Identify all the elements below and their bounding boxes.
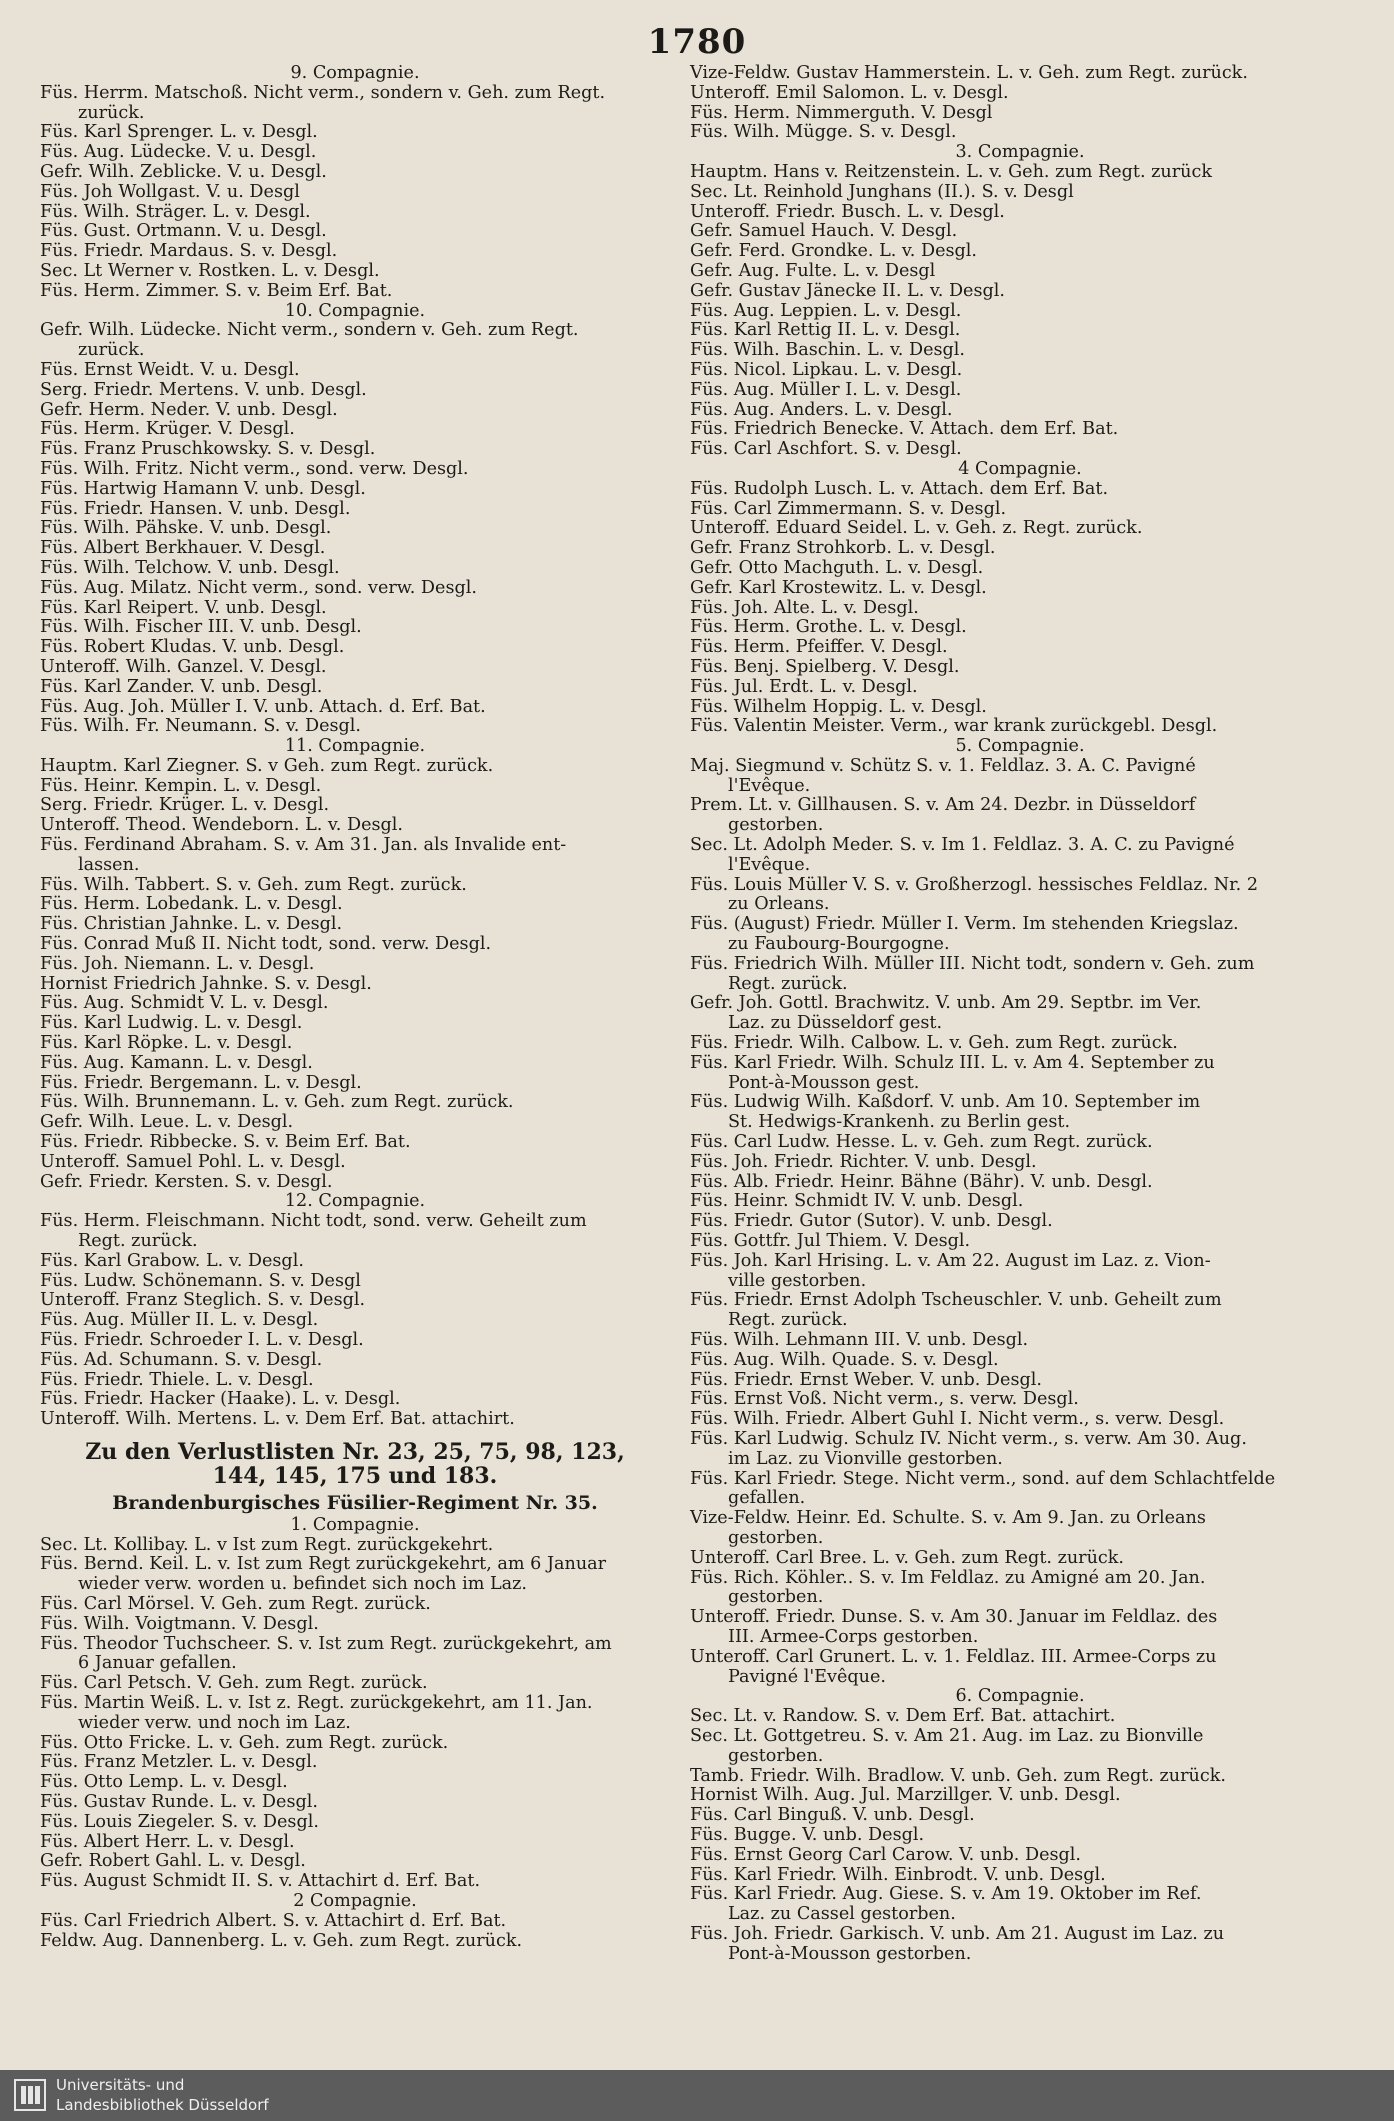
list-entry: Gefr. Samuel Hauch. V. Desgl.: [690, 221, 958, 242]
section-heading: 11. Compagnie.: [284, 736, 426, 757]
list-entry: Füs. Wilh. Fritz. Nicht verm., sond. verw. Desgl.: [40, 458, 469, 479]
list-entry: Füs. Albert Herr. L. v. Desgl.: [40, 1831, 295, 1852]
list-entry: Füs. Aug. Leppien. L. v. Desgl.: [690, 300, 962, 321]
list-entry: Füs. Valentin Meister. Verm., war krank zurückgebl. Desgl.: [690, 716, 1218, 737]
list-entry: Unteroff. Carl Bree. L. v. Geh. zum Regt. zurück.: [690, 1547, 1125, 1568]
list-entry: Füs. Carl Ludw. Hesse. L. v. Geh. zum Regt. zurück.: [690, 1132, 1153, 1153]
list-entry: Füs. Aug. Lüdecke. V. u. Desgl.: [40, 142, 317, 163]
list-entry: Füs. Wilh. Voigtmann. V. Desgl.: [40, 1613, 319, 1634]
list-entry: Gefr. Wilh. Zeblicke. V. u. Desgl.: [40, 161, 327, 182]
list-entry: Regt. zurück.: [728, 1310, 848, 1331]
list-entry: Füs. Ludw. Schönemann. S. v. Desgl: [40, 1270, 361, 1291]
list-entry: Füs. Carl Friedrich Albert. S. v. Attachirt d. Erf. Bat.: [40, 1910, 507, 1931]
list-entry: Füs. Friedr. Thiele. L. v. Desgl.: [40, 1369, 314, 1390]
list-entry: Füs. Joh. Alte. L. v. Desgl.: [690, 597, 919, 618]
list-entry: Füs. Otto Fricke. L. v. Geh. zum Regt. zurück.: [40, 1732, 449, 1753]
list-entry: Füs. Friedr. Bergemann. L. v. Desgl.: [40, 1072, 362, 1093]
list-entry: Füs. Jul. Erdt. L. v. Desgl.: [690, 676, 918, 697]
list-entry: Füs. Wilh. Lehmann III. V. unb. Desgl.: [690, 1330, 1029, 1350]
list-entry: zurück.: [78, 102, 145, 123]
list-entry: l'Evêque.: [728, 775, 811, 796]
list-entry: Füs. Karl Ludwig. Schulz IV. Nicht verm., s. verw. Am 30. Aug.: [690, 1428, 1247, 1449]
library-logo-icon: [14, 2079, 46, 2111]
list-entry: Sec. Lt. v. Randow. S. v. Dem Erf. Bat. attachirt.: [690, 1706, 1116, 1727]
list-entry: Sec. Lt. Gottgetreu. S. v. Am 21. Aug. im Laz. zu Bionville: [690, 1725, 1204, 1746]
list-entry: ville gestorben.: [728, 1270, 867, 1291]
list-entry: Füs. Karl Sprenger. L. v. Desgl.: [40, 122, 318, 143]
list-entry: Füs. Aug. Anders. L. v. Desgl.: [690, 399, 953, 420]
list-entry: Laz. zu Cassel gestorben.: [728, 1904, 956, 1925]
list-entry: Füs. Aug. Müller I. L. v. Desgl.: [690, 379, 962, 400]
list-entry: Füs. Joh Wollgast. V. u. Desgl: [40, 181, 300, 202]
list-entry: Unteroff. Wilh. Mertens. L. v. Dem Erf. Bat. attachirt.: [40, 1409, 515, 1430]
list-entry: Füs. Ludwig Wilh. Kaßdorf. V. unb. Am 10. September im: [690, 1092, 1201, 1113]
list-entry: Füs. Karl Zander. V. unb. Desgl.: [40, 676, 323, 697]
list-entry: Füs. Herm. Fleischmann. Nicht todt, sond. verw. Geheilt zum: [40, 1211, 587, 1232]
library-footer: [0, 2070, 1394, 2121]
list-entry: Füs. Karl Friedr. Stege. Nicht verm., sond. auf dem Schlachtfelde: [690, 1468, 1276, 1489]
section-heading: 1. Compagnie.: [290, 1514, 420, 1535]
list-entry: Gefr. Ferd. Grondke. L. v. Desgl.: [690, 241, 977, 262]
list-entry: Füs. Bugge. V. unb. Desgl.: [690, 1824, 925, 1845]
list-entry: Füs. Aug. Schmidt V. L. v. Desgl.: [40, 993, 329, 1014]
list-entry: Füs. Friedr. Hansen. V. unb. Desgl.: [40, 498, 351, 519]
list-entry: Laz. zu Düsseldorf gest.: [728, 1013, 943, 1034]
list-entry: Füs. Wilh. Mügge. S. v. Desgl.: [690, 122, 957, 143]
list-entry: Füs. Conrad Muß II. Nicht todt, sond. verw. Desgl.: [40, 934, 492, 955]
list-entry: Gefr. Karl Krostewitz. L. v. Desgl.: [690, 577, 987, 598]
list-entry: Pavigné l'Evêque.: [728, 1666, 886, 1687]
list-entry: Unteroff. Eduard Seidel. L. v. Geh. z. Regt. zurück.: [690, 518, 1143, 539]
list-entry: Füs. Albert Berkhauer. V. Desgl.: [40, 538, 326, 559]
list-entry: Gefr. Herm. Neder. V. unb. Desgl.: [40, 399, 338, 420]
list-entry: Gefr. Friedr. Kersten. S. v. Desgl.: [40, 1171, 333, 1192]
list-entry: Füs. Aug. Milatz. Nicht verm., sond. verw. Desgl.: [40, 577, 477, 598]
section-heading: 5. Compagnie.: [955, 736, 1085, 757]
list-entry: Regt. zurück.: [78, 1231, 198, 1252]
section-heading: 12. Compagnie.: [284, 1191, 426, 1212]
list-entry: Füs. Ernst Voß. Nicht verm., s. verw. Desgl.: [690, 1389, 1079, 1410]
list-entry: Füs. Friedr. Ernst Weber. V. unb. Desgl.: [690, 1369, 1042, 1390]
list-entry: Sec. Lt. Kollibay. L. v Ist zum Regt. zurückgekehrt.: [40, 1534, 494, 1555]
list-entry: Füs. Louis Müller V. S. v. Großherzogl. hessisches Feldlaz. Nr. 2: [690, 874, 1259, 895]
list-entry: Füs. Wilh. Brunnemann. L. v. Geh. zum Regt. zurück.: [40, 1092, 514, 1113]
list-entry: Füs. Friedr. Mardaus. S. v. Desgl.: [40, 241, 338, 262]
list-entry: Füs. Herm. Pfeiffer. V. Desgl.: [690, 637, 948, 658]
list-entry: im Laz. zu Vionville gestorben.: [728, 1448, 1003, 1469]
list-entry: Füs. Rudolph Lusch. L. v. Attach. dem Erf. Bat.: [690, 478, 1109, 499]
list-entry: Füs. Karl Friedr. Wilh. Schulz III. L. v. Am 4. September zu: [690, 1052, 1215, 1073]
list-entry: Füs. Aug. Joh. Müller I. V. unb. Attach. d. Erf. Bat.: [40, 696, 486, 717]
list-entry: Füs. Hartwig Hamann V. unb. Desgl.: [40, 478, 366, 499]
list-entry: Füs. Christian Jahnke. L. v. Desgl.: [40, 914, 343, 935]
list-entry: Füs. Herm. Zimmer. S. v. Beim Erf. Bat.: [40, 280, 393, 301]
section-heading: 10. Compagnie.: [284, 300, 426, 321]
list-entry: Füs. Ad. Schumann. S. v. Desgl.: [40, 1349, 323, 1370]
list-entry: St. Hedwigs-Krankenh. zu Berlin gest.: [728, 1112, 1071, 1133]
list-entry: Füs. Wilh. Sträger. L. v. Desgl.: [40, 201, 311, 222]
list-entry: Füs. Wilhelm Hoppig. L. v. Desgl.: [690, 696, 987, 717]
list-entry: Füs. Herm. Lobedank. L. v. Desgl.: [40, 894, 343, 915]
list-title: Zu den Verlustlisten Nr. 23, 25, 75, 98, 123,: [85, 1438, 625, 1465]
list-entry: Pont-à-Mousson gest.: [728, 1072, 920, 1093]
list-entry: wieder verw. und noch im Laz.: [78, 1712, 351, 1733]
list-entry: Füs. (August) Friedr. Müller I. Verm. Im stehenden Kriegslaz.: [690, 914, 1239, 935]
list-entry: Regt. zurück.: [728, 973, 848, 994]
list-entry: Gefr. Otto Machguth. L. v. Desgl.: [690, 557, 984, 578]
list-entry: III. Armee-Corps gestorben.: [728, 1626, 979, 1647]
list-entry: Füs. Aug. Kamann. L. v. Desgl.: [40, 1052, 313, 1073]
list-entry: Füs. Aug. Müller II. L. v. Desgl.: [40, 1310, 319, 1331]
list-entry: Füs. Rich. Köhler.. S. v. Im Feldlaz. zu Amigné am 20. Jan.: [690, 1567, 1206, 1588]
list-entry: Hornist Wilh. Aug. Jul. Marzillger. V. unb. Desgl.: [690, 1785, 1121, 1806]
list-entry: Füs. Louis Ziegeler. S. v. Desgl.: [40, 1811, 319, 1832]
section-heading: 6. Compagnie.: [955, 1686, 1085, 1707]
list-entry: Füs. Karl Friedr. Aug. Giese. S. v. Am 19. Oktober im Ref.: [690, 1884, 1202, 1905]
list-entry: Füs. Friedr. Gutor (Sutor). V. unb. Desgl.: [690, 1211, 1053, 1232]
list-entry: Unteroff. Carl Grunert. L. v. 1. Feldlaz. III. Armee-Corps zu: [690, 1646, 1217, 1667]
list-entry: Gefr. Joh. Gottl. Brachwitz. V. unb. Am 29. Septbr. im Ver.: [690, 993, 1202, 1014]
list-entry: Füs. Carl Mörsel. V. Geh. zum Regt. zurück.: [40, 1593, 431, 1614]
section-heading: 3. Compagnie.: [955, 142, 1085, 163]
list-entry: Gefr. Robert Gahl. L. v. Desgl.: [40, 1851, 306, 1872]
list-entry: zu Orleans.: [728, 894, 830, 915]
list-entry: Unteroff. Samuel Pohl. L. v. Desgl.: [40, 1151, 346, 1172]
list-entry: zurück.: [78, 340, 145, 361]
list-entry: Füs. Nicol. Lipkau. L. v. Desgl.: [690, 359, 963, 380]
list-entry: Gefr. Franz Strohkorb. L. v. Desgl.: [690, 538, 996, 559]
list-entry: Füs. Wilh. Fr. Neumann. S. v. Desgl.: [40, 716, 361, 737]
list-entry: Hauptm. Karl Ziegner. S. v Geh. zum Regt. zurück.: [40, 755, 494, 776]
list-entry: Füs. Ernst Weidt. V. u. Desgl.: [40, 359, 300, 380]
list-entry: Feldw. Aug. Dannenberg. L. v. Geh. zum Regt. zurück.: [40, 1930, 523, 1951]
list-entry: gefallen.: [728, 1488, 806, 1509]
list-entry: Füs. Gottfr. Jul Thiem. V. Desgl.: [690, 1231, 971, 1252]
list-entry: Tamb. Friedr. Wilh. Bradlow. V. unb. Geh. zum Regt. zurück.: [690, 1765, 1226, 1786]
list-entry: Maj. Siegmund v. Schütz S. v. 1. Feldlaz. 3. A. C. Pavigné: [690, 755, 1196, 776]
list-entry: Füs. Gustav Runde. L. v. Desgl.: [40, 1791, 318, 1812]
page-number: 1780: [647, 22, 747, 62]
list-entry: wieder verw. worden u. befindet sich noch im Laz.: [78, 1574, 528, 1595]
list-entry: Unteroff. Emil Salomon. L. v. Desgl.: [690, 82, 1009, 103]
list-entry: Füs. Friedr. Schroeder I. L. v. Desgl.: [40, 1330, 364, 1350]
list-entry: Füs. Ferdinand Abraham. S. v. Am 31. Jan. als Invalide ent-: [40, 835, 567, 856]
list-entry: Füs. Joh. Karl Hrising. L. v. Am 22. August im Laz. z. Vion-: [690, 1250, 1211, 1271]
list-entry: Füs. Wilh. Pähske. V. unb. Desgl.: [40, 518, 332, 539]
list-title: 144, 145, 175 und 183.: [212, 1462, 498, 1489]
list-entry: Füs. Joh. Niemann. L. v. Desgl.: [40, 953, 315, 974]
list-entry: Füs. August Schmidt II. S. v. Attachirt d. Erf. Bat.: [40, 1871, 481, 1892]
list-entry: Hauptm. Hans v. Reitzenstein. L. v. Geh. zum Regt. zurück: [690, 161, 1213, 182]
list-entry: Füs. Franz Metzler. L. v. Desgl.: [40, 1752, 318, 1773]
list-entry: l'Evêque.: [728, 854, 811, 875]
footer-line-2: Landesbibliothek Düsseldorf: [56, 2096, 269, 2114]
list-entry: Füs. Carl Aschfort. S. v. Desgl.: [690, 439, 962, 460]
list-entry: Sec. Lt. Reinhold Junghans (II.). S. v. Desgl: [690, 181, 1074, 202]
list-entry: gestorben.: [728, 815, 824, 836]
footer-line-1: Universitäts- und: [56, 2076, 185, 2094]
list-entry: Vize-Feldw. Gustav Hammerstein. L. v. Geh. zum Regt. zurück.: [690, 63, 1248, 83]
list-entry: Füs. Gust. Ortmann. V. u. Desgl.: [40, 221, 327, 242]
list-entry: Füs. Herm. Nimmerguth. V. Desgl: [690, 102, 993, 123]
list-entry: Serg. Friedr. Mertens. V. unb. Desgl.: [40, 379, 367, 400]
list-entry: Sec. Lt. Adolph Meder. S. v. Im 1. Feldlaz. 3. A. C. zu Pavigné: [690, 835, 1235, 856]
list-entry: Füs. Ernst Georg Carl Carow. V. unb. Desgl.: [690, 1844, 1081, 1865]
list-entry: Füs. Joh. Friedr. Garkisch. V. unb. Am 21. August im Laz. zu: [690, 1923, 1225, 1944]
list-entry: Füs. Benj. Spielberg. V. Desgl.: [690, 656, 960, 677]
list-entry: Unteroff. Friedr. Dunse. S. v. Am 30. Januar im Feldlaz. des: [690, 1607, 1218, 1628]
section-heading: 2 Compagnie.: [293, 1890, 417, 1911]
list-entry: Unteroff. Franz Steglich. S. v. Desgl.: [40, 1290, 366, 1311]
list-entry: Füs. Karl Grabow. L. v. Desgl.: [40, 1250, 304, 1271]
list-entry: Sec. Lt Werner v. Rostken. L. v. Desgl.: [40, 260, 380, 281]
list-entry: Füs. Friedrich Wilh. Müller III. Nicht todt, sondern v. Geh. zum: [690, 953, 1255, 974]
list-entry: Füs. Herm. Grothe. L. v. Desgl.: [690, 617, 967, 638]
list-entry: Füs. Martin Weiß. L. v. Ist z. Regt. zurückgekehrt, am 11. Jan.: [40, 1692, 593, 1713]
left-column: [40, 64, 670, 1951]
list-entry: Gefr. Aug. Fulte. L. v. Desgl: [690, 260, 936, 281]
list-entry: Füs. Otto Lemp. L. v. Desgl.: [40, 1772, 288, 1793]
list-entry: Füs. Wilh. Tabbert. S. v. Geh. zum Regt. zurück.: [40, 874, 467, 895]
list-entry: Füs. Friedrich Benecke. V. Attach. dem Erf. Bat.: [690, 419, 1119, 440]
section-heading: 4 Compagnie.: [958, 458, 1082, 479]
list-entry: Füs. Theodor Tuchscheer. S. v. Ist zum Regt. zurückgekehrt, am: [40, 1633, 612, 1654]
list-entry: gestorben.: [728, 1527, 824, 1548]
list-entry: 6 Januar gefallen.: [78, 1653, 237, 1674]
list-entry: gestorben.: [728, 1745, 824, 1766]
list-entry: Füs. Wilh. Baschin. L. v. Desgl.: [690, 340, 966, 361]
list-entry: Füs. Karl Rettig II. L. v. Desgl.: [690, 320, 961, 341]
list-entry: Unteroff. Wilh. Ganzel. V. Desgl.: [40, 656, 327, 677]
list-entry: Füs. Franz Pruschkowsky. S. v. Desgl.: [40, 439, 376, 460]
list-entry: Füs. Karl Reipert. V. unb. Desgl.: [40, 597, 327, 618]
list-entry: Gefr. Gustav Jänecke II. L. v. Desgl.: [690, 280, 1005, 301]
list-entry: gestorben.: [728, 1587, 824, 1608]
list-entry: Füs. Karl Ludwig. L. v. Desgl.: [40, 1013, 303, 1034]
section-heading: 9. Compagnie.: [290, 63, 420, 83]
list-entry: Füs. Friedr. Hacker (Haake). L. v. Desgl.: [40, 1389, 401, 1410]
list-entry: Füs. Carl Petsch. V. Geh. zum Regt. zurück.: [40, 1673, 428, 1694]
list-entry: Gefr. Wilh. Leue. L. v. Desgl.: [40, 1112, 294, 1133]
list-entry: Füs. Friedr. Wilh. Calbow. L. v. Geh. zum Regt. zurück.: [690, 1033, 1178, 1054]
list-entry: Füs. Herm. Krüger. V. Desgl.: [40, 419, 295, 440]
list-entry: Füs. Aug. Wilh. Quade. S. v. Desgl.: [690, 1349, 999, 1370]
list-entry: lassen.: [78, 854, 140, 875]
list-entry: zu Faubourg-Bourgogne.: [728, 934, 950, 955]
list-entry: Füs. Carl Binguß. V. unb. Desgl.: [690, 1805, 975, 1826]
list-entry: Hornist Friedrich Jahnke. S. v. Desgl.: [40, 973, 372, 994]
list-entry: Pont-à-Mousson gestorben.: [728, 1943, 972, 1964]
list-entry: Füs. Wilh. Friedr. Albert Guhl I. Nicht verm., s. verw. Desgl.: [690, 1409, 1225, 1430]
list-entry: Füs. Wilh. Fischer III. V. unb. Desgl.: [40, 617, 362, 638]
list-entry: Prem. Lt. v. Gillhausen. S. v. Am 24. Dezbr. in Düsseldorf: [690, 795, 1196, 816]
list-entry: Unteroff. Theod. Wendeborn. L. v. Desgl.: [40, 815, 403, 836]
list-entry: Füs. Robert Kludas. V. unb. Desgl.: [40, 637, 345, 658]
list-entry: Füs. Heinr. Kempin. L. v. Desgl.: [40, 775, 322, 796]
list-entry: Füs. Friedr. Ernst Adolph Tscheuschler. V. unb. Geheilt zum: [690, 1290, 1222, 1311]
list-entry: Füs. Carl Zimmermann. S. v. Desgl.: [690, 498, 1007, 519]
list-entry: Serg. Friedr. Krüger. L. v. Desgl.: [40, 795, 330, 816]
list-entry: Füs. Herrm. Matschoß. Nicht verm., sondern v. Geh. zum Regt.: [40, 82, 606, 103]
list-entry: Gefr. Wilh. Lüdecke. Nicht verm., sondern v. Geh. zum Regt.: [40, 320, 579, 341]
right-column: [690, 64, 1350, 1965]
list-entry: Füs. Karl Röpke. L. v. Desgl.: [40, 1033, 293, 1054]
list-entry: Füs. Joh. Friedr. Richter. V. unb. Desgl.: [690, 1151, 1037, 1172]
list-entry: Füs. Wilh. Telchow. V. unb. Desgl.: [40, 557, 340, 578]
list-title: Brandenburgisches Füsilier-Regiment Nr. 35.: [112, 1491, 598, 1514]
list-entry: Vize-Feldw. Heinr. Ed. Schulte. S. v. Am 9. Jan. zu Orleans: [690, 1508, 1206, 1529]
list-entry: Füs. Heinr. Schmidt IV. V. unb. Desgl.: [690, 1191, 1024, 1212]
list-entry: Füs. Alb. Friedr. Heinr. Bähne (Bähr). V. unb. Desgl.: [690, 1171, 1153, 1192]
list-entry: Unteroff. Friedr. Busch. L. v. Desgl.: [690, 201, 1005, 222]
list-entry: Füs. Karl Friedr. Wilh. Einbrodt. V. unb. Desgl.: [690, 1864, 1106, 1885]
list-entry: Füs. Bernd. Keil. L. v. Ist zum Regt zurückgekehrt, am 6 Januar: [40, 1554, 607, 1575]
list-entry: Füs. Friedr. Ribbecke. S. v. Beim Erf. Bat.: [40, 1132, 411, 1153]
